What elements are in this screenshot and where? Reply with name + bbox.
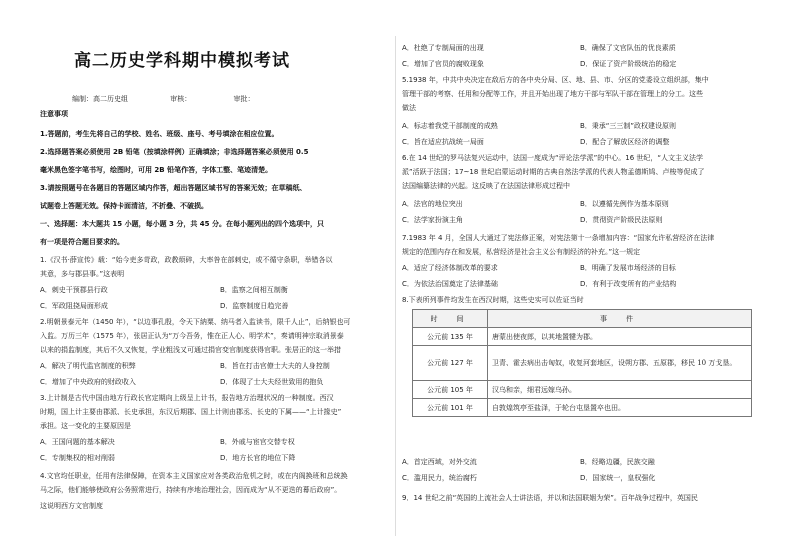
option: B．秉承“三三制”政权建设原则 <box>580 122 677 130</box>
question-text: 这说明西方文官制度 <box>40 502 103 510</box>
question-text: 派”活跃于法国；17~18 世纪启蒙运动时期的古典自然法学派的代表人物孟德斯鸠、卢梭等促成了 <box>402 168 705 176</box>
option: C．增加了官员的腐败现象 <box>402 60 484 68</box>
option: A．适应了经济体制改革的要求 <box>402 264 498 272</box>
option: C．法学家扮演主角 <box>402 216 463 224</box>
table-cell-event: 唐蒙出使夜郎，以其地置犍为郡。 <box>488 328 752 346</box>
question-text: 入监。万历三年（1575 年），张居正认为“万今吾务，惟在正人心、明学术”，奏请明神宗取消景泰 <box>40 332 344 340</box>
option: D．体现了士大夫经世致用的抱负 <box>220 378 324 386</box>
option: D．配合了解放区经济的调整 <box>580 138 670 146</box>
section-heading: 一、选择题：本大题共 15 小题，每小题 3 分，共 45 分。在每小题列出的四个选项中，只 <box>40 220 324 228</box>
table-cell-time: 公元前 105 年 <box>413 381 488 399</box>
option: B．明确了发展市场经济的目标 <box>580 264 676 272</box>
question-text: 承担。这一变化的主要原因是 <box>40 422 131 430</box>
option: A．刺史干预郡县行政 <box>40 286 108 294</box>
approver-label: 审批： <box>233 95 255 103</box>
question-text: 8.下表所列事件均发生在西汉时期，这些史实可以佐证当时 <box>402 296 584 304</box>
compiler-label: 编制：高二历史组 <box>72 95 128 103</box>
question-text: 法国编纂法律的兴起。这反映了在法国法律形成过程中 <box>402 182 570 190</box>
notes-heading: 注意事项 <box>40 110 68 118</box>
table-cell-event: 自敦煌筑亭至盐泽，于轮台屯垦置卒也田。 <box>488 399 752 417</box>
option: B．以遵循先例作为基本原则 <box>580 200 669 208</box>
question-text: 7.1983 年 4 月，全国人大通过了宪法修正案，对宪法第十一条增加内容：“国家允许私营经济在法律 <box>402 234 715 242</box>
question-text: 3.上计制是古代中国由地方行政长官定期向上级呈上计书，报告地方治理状况的一种制度。西汉 <box>40 394 334 402</box>
question-text: 5.1938 年，中共中央决定在敌后方的各中央分局、区、地、县、市、分区的党委设立组织部，集中 <box>402 76 709 84</box>
option: B．旨在打击官僚士大夫的人身控制 <box>220 362 330 370</box>
question-text: 4.文官均任职业，任用有法律保障，在资本主义国家应对各类政治危机之时，或在内阁换班和总统换 <box>40 472 348 480</box>
option: B．确保了文官队伍的优良素质 <box>580 44 676 52</box>
note-line: 试题卷上答题无效。保持卡面清洁，不折叠、不破损。 <box>40 202 208 210</box>
events-table <box>412 309 752 417</box>
option: D．有利于改变所有的产业结构 <box>580 280 677 288</box>
note-line: 毫米黑色签字笔书写，绘图时，可用 2B 铅笔作答，字体工整、笔迹清楚。 <box>40 166 273 174</box>
option: C．专制集权的相对削弱 <box>40 454 115 462</box>
section-heading-cont: 有一项是符合题目要求的。 <box>40 238 124 246</box>
note-line: 3.请按照题号在各题目的答题区域内作答，超出答题区域书写的答案无效；在草稿纸、 <box>40 184 307 192</box>
table-row <box>413 328 752 346</box>
option: C．滥用民力，统治腐朽 <box>402 474 477 482</box>
question-text: 9．14 世纪之前“英国的上流社会人士讲法语，并以和法国联姻为荣”。百年战争过程中，英国民 <box>402 494 698 502</box>
question-text: 2.明朝景泰元年（1450 年），“以边事孔殷，令天下納粟、纳马者入监读书，限千人止”，后纳银也可 <box>40 318 351 326</box>
reviewer-label: 审核： <box>170 95 192 103</box>
column-divider <box>395 36 396 536</box>
question-text: 以来的捐监制度，其后不久又恢复，学业粗浅又可通过捐官变官制度获得官职。张居正的这一举措 <box>40 346 341 354</box>
question-text: 马之际，他们能够使政府公务照常进行，持续有序地治理社会，因而成为“从不更迭的幕后政府”。 <box>40 486 342 494</box>
option: A．标志着我党干部制度的成熟 <box>402 122 498 130</box>
table-row <box>413 381 752 399</box>
option: D．保证了资产阶级统治的稳定 <box>580 60 677 68</box>
option: A．法官的地位突出 <box>402 200 463 208</box>
option: B．外戚与宦官交替专权 <box>220 438 295 446</box>
table-row <box>413 346 752 381</box>
option: C．旨在适应抗战统一局面 <box>402 138 484 146</box>
option: A．杜绝了专制局面的出现 <box>402 44 484 52</box>
option: B．监察之间相互制衡 <box>220 286 288 294</box>
exam-title: 高二历史学科期中模拟考试 <box>74 51 290 71</box>
question-text: 其意，多与郡县事。”这表明 <box>40 270 125 278</box>
table-cell-event: 卫青、霍去病出击匈奴，收复河套地区，设朔方郡、五原郡，移民 10 万戈垦。 <box>488 346 752 381</box>
option: D．监察制度日趋完善 <box>220 302 289 310</box>
option: D．地方长官的地位下降 <box>220 454 296 462</box>
table-header-row <box>413 310 752 328</box>
note-line: 1.答题前，考生先将自己的学校、姓名、班级、座号、考号填涂在相应位置。 <box>40 130 279 138</box>
table-cell-time: 公元前 127 年 <box>413 346 488 381</box>
option: C．增加了中央政府的财政收入 <box>40 378 136 386</box>
question-text: 管理干部的考察、任用和分配等工作，并且开始出现了地方干部与军队干部在管理上的分工。这些 <box>402 90 703 98</box>
option: A．王国问题的基本解决 <box>40 438 115 446</box>
note-line: 2.选择题答案必须使用 2B 铅笔（按填涂样例）正确填涂；非选择题答案必须使用 0.5 <box>40 148 309 156</box>
option: C．为依法治国奠定了法律基础 <box>402 280 498 288</box>
table-cell-event: 汉乌和亲，细君远嫁乌孙。 <box>488 381 752 399</box>
option: D．贯彻资产阶级民法原则 <box>580 216 663 224</box>
option: D．国家统一，皇权强化 <box>580 474 656 482</box>
table-cell-time: 公元前 135 年 <box>413 328 488 346</box>
table-cell-time: 公元前 101 年 <box>413 399 488 417</box>
option: C．军政阻挠局面形成 <box>40 302 108 310</box>
table-header-event: 事 件 <box>488 310 752 328</box>
table-header-time: 时 间 <box>413 310 488 328</box>
table-row <box>413 399 752 417</box>
question-text: 时期，国上计主要由郡派、长史承担，东汉后期郡、国上计则由郡丞、长史的下属——“上计掾史” <box>40 408 342 416</box>
question-text: 1.《汉书·薛宣传》载：“始今吏多苛政，政教烦碎，大率咎在部刺史，或不循守条职，举错各以 <box>40 256 333 264</box>
exam-meta <box>72 94 294 104</box>
question-text: 做法 <box>402 104 416 112</box>
option: B．经略边疆，民族交融 <box>580 458 655 466</box>
option: A．首定西域，对外交流 <box>402 458 477 466</box>
question-text: 6.在 14 世纪的罗马法复兴运动中，法国一度成为“评论法学派”的中心。16 世纪，“人文主义法学 <box>402 154 704 162</box>
question-text: 规定的范围内存在和发展，私营经济是社会主义公有制经济的补充。”这一规定 <box>402 248 641 256</box>
option: A．解决了明代监官制度的积弊 <box>40 362 136 370</box>
